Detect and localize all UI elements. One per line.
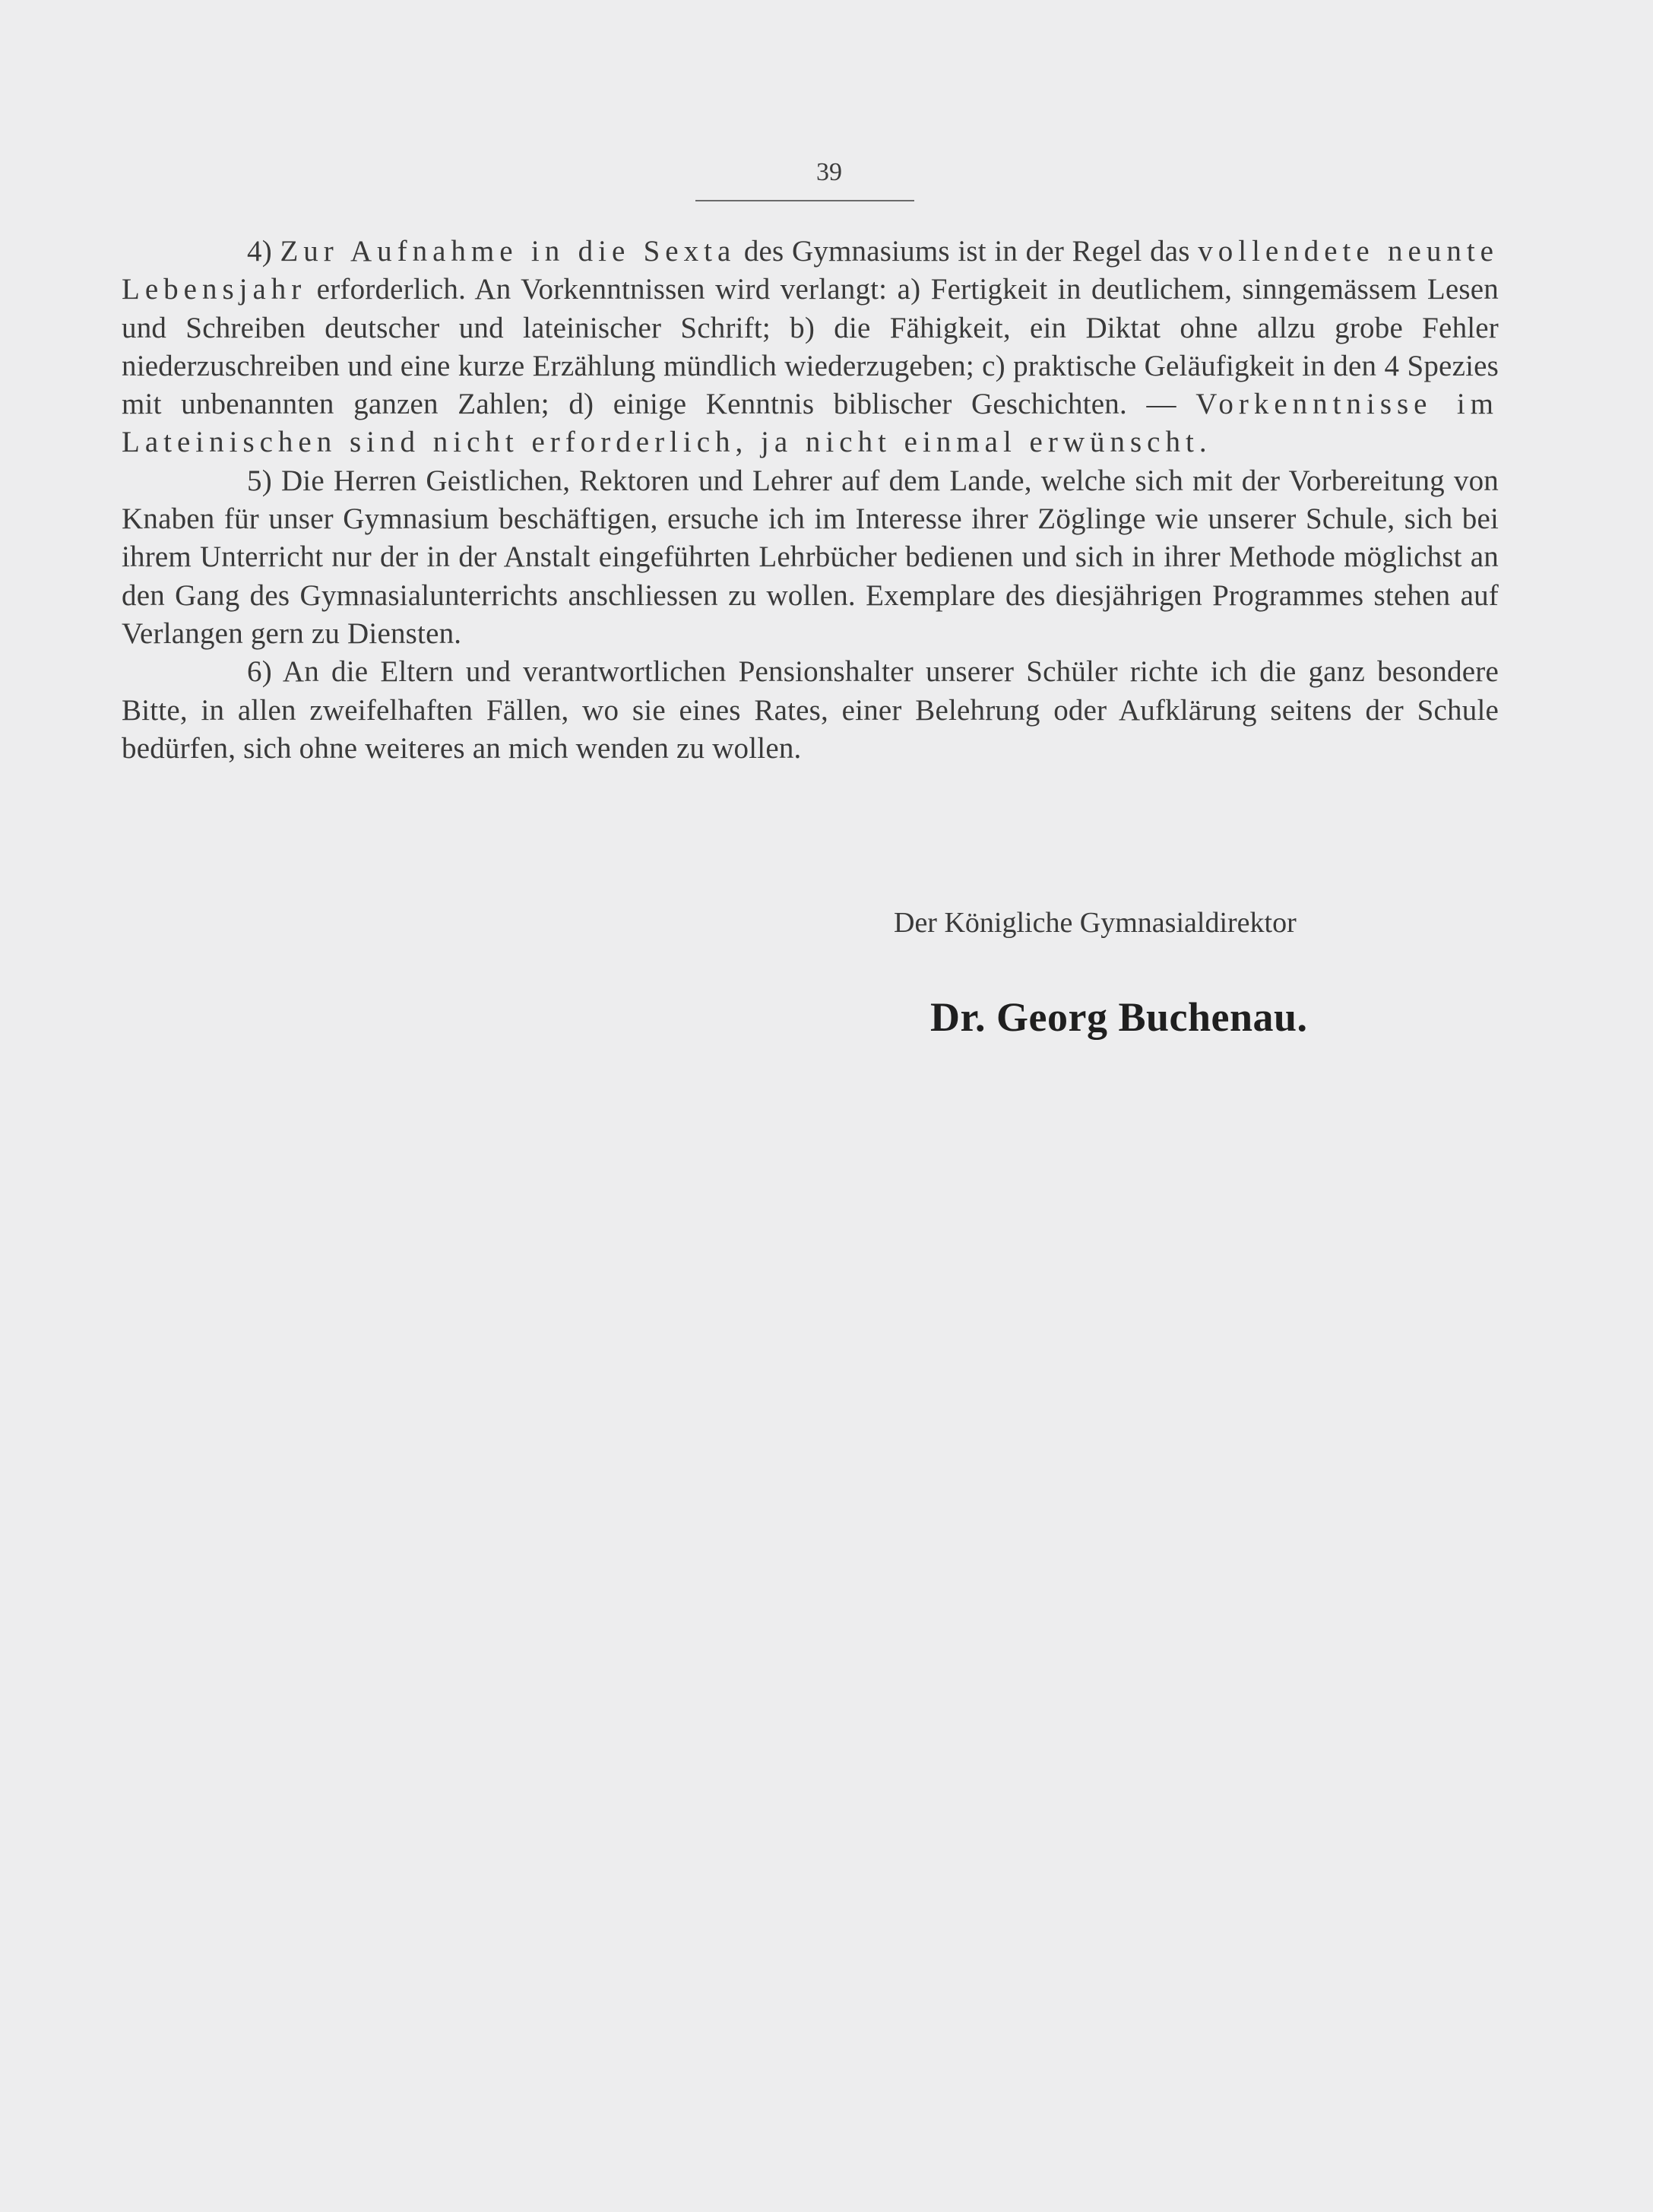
signature-name: Dr. Georg Buchenau. [930,994,1308,1040]
text-segment-spaced: Vorkenntnisse im Lateinischen sind nicht erforderlich, ja nicht einmal erwünscht. [122,388,1499,459]
body-text [122,233,1499,768]
signature-title: Der Königliche Gymnasialdirektor [894,907,1297,939]
text-segment-spaced: vollendete neunte Lebensjahr [122,235,1499,306]
page-number-rule [695,200,914,201]
paragraph-number: 4) [247,235,272,268]
text-segment: An die Eltern und verantwortlichen Pensionshalter unserer Schüler richte ich die ganz besondere Bitte, in allen zweifelhaften Fällen, wo sie eines Rates, einer Belehrung oder Aufklärung seitens der Schule bedürfen, sich ohne weiteres an mich wenden zu wollen. [122,655,1499,765]
paragraph-5 [122,462,1499,653]
paragraph-4 [122,233,1499,462]
page-number: 39 [816,158,842,186]
paragraph-6 [122,653,1499,768]
paragraph-number: 5) [247,464,272,497]
text-segment: des Gymnasiums ist in der Regel das [736,235,1199,268]
text-segment: erforderlich. An Vorkenntnissen wird verlangt: a) Fertigkeit in deutlichem, sinngemässem Lesen und Schreiben deutscher und lateinischer Schrift; b) die Fähigkeit, ein Diktat ohne allzu grobe Fehler niederzuschreiben und eine kurze Erzählung mündlich wiederzugeben; c) praktische Geläufigkeit in den 4 Spezies mit unbenannten ganzen Zahlen; d) einige Kenntnis biblischer Geschichten. — [122,273,1499,421]
text-segment: Die Herren Geistlichen, Rektoren und Lehrer auf dem Lande, welche sich mit der Vorbereitung von Knaben für unser Gymnasium beschäftigen, ersuche ich im Interesse ihrer Zöglinge wie unserer Schule, sich bei ihrem Unterricht nur der in der Anstalt eingeführten Lehrbücher bedienen und sich in ihrer Methode möglichst an den Gang des Gymnasialunterrichts anschliessen zu wollen. Exemplare des diesjährigen Programmes stehen auf Verlangen gern zu Diensten. [122,464,1499,650]
text-segment-spaced: Zur Aufnahme in die Sexta [280,235,736,268]
paragraph-number: 6) [247,655,272,689]
